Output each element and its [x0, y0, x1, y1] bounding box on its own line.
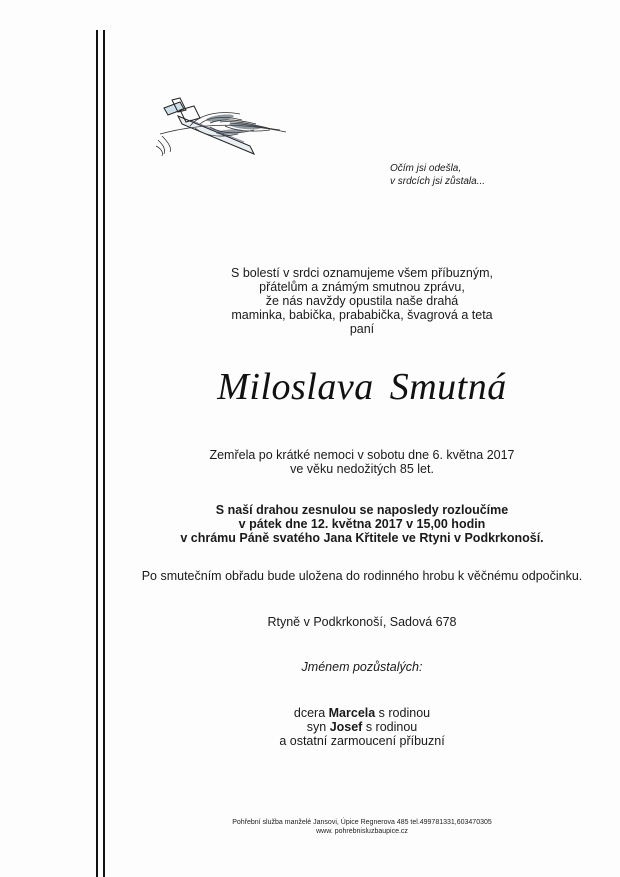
funeral-details — [104, 503, 620, 545]
burial-note: Po smutečním obřadu bude uložena do rodinného hrobu k věčnému odpočinku. — [141, 569, 583, 583]
announcement-intro — [104, 266, 620, 336]
funeral-service-footer — [104, 818, 620, 836]
deceased-name: Miloslava Smutná — [217, 366, 507, 408]
intro-line: S bolestí v srdci oznamujeme všem příbuzným, — [231, 266, 493, 280]
surviving-family — [104, 706, 620, 748]
death-details — [104, 448, 620, 476]
family-line: syn Josef s rodinou — [306, 720, 418, 734]
funeral-line: v chrámu Páně svatého Jana Křtitele ve Rtyni v Podkrkonoší. — [180, 531, 544, 545]
family-member-name: Josef — [329, 720, 363, 734]
funeral-line: S naší drahou zesnulou se naposledy rozloučíme — [215, 503, 509, 517]
intro-line: že nás navždy opustila naše drahá — [265, 294, 459, 308]
quote-line: Očím jsi odešla, — [390, 163, 462, 174]
left-border-line — [96, 30, 98, 877]
memorial-quote — [390, 162, 485, 188]
death-line: ve věku nedožitých 85 let. — [290, 462, 434, 476]
intro-line: maminka, babička, prababička, švagrová a teta — [231, 308, 493, 322]
family-address: Rtyně v Podkrkonoší, Sadová 678 — [267, 615, 457, 629]
family-member-name: Marcela — [328, 706, 376, 720]
quote-line: v srdcích jsi zůstala... — [390, 176, 486, 187]
funeral-line: v pátek dne 12. května 2017 v 15,00 hodin — [238, 517, 486, 531]
footer-website: www. pohrebnisluzbaupice.cz — [316, 828, 408, 835]
footer-line: Pohřební služba manželé Jansovi, Úpice Regnerova 485 tel.499781331,603470305 — [232, 819, 492, 826]
family-line: dcera Marcela s rodinou — [293, 706, 431, 720]
on-behalf-label: Jménem pozůstalých: — [301, 660, 423, 674]
family-line: a ostatní zarmoucení příbuzní — [279, 734, 445, 748]
cross-with-palm-branch-icon — [150, 96, 290, 162]
intro-line: paní — [349, 322, 375, 336]
intro-line: přátelům a známým smutnou zprávu, — [259, 280, 465, 294]
death-line: Zemřela po krátké nemoci v sobotu dne 6. května 2017 — [209, 448, 515, 462]
